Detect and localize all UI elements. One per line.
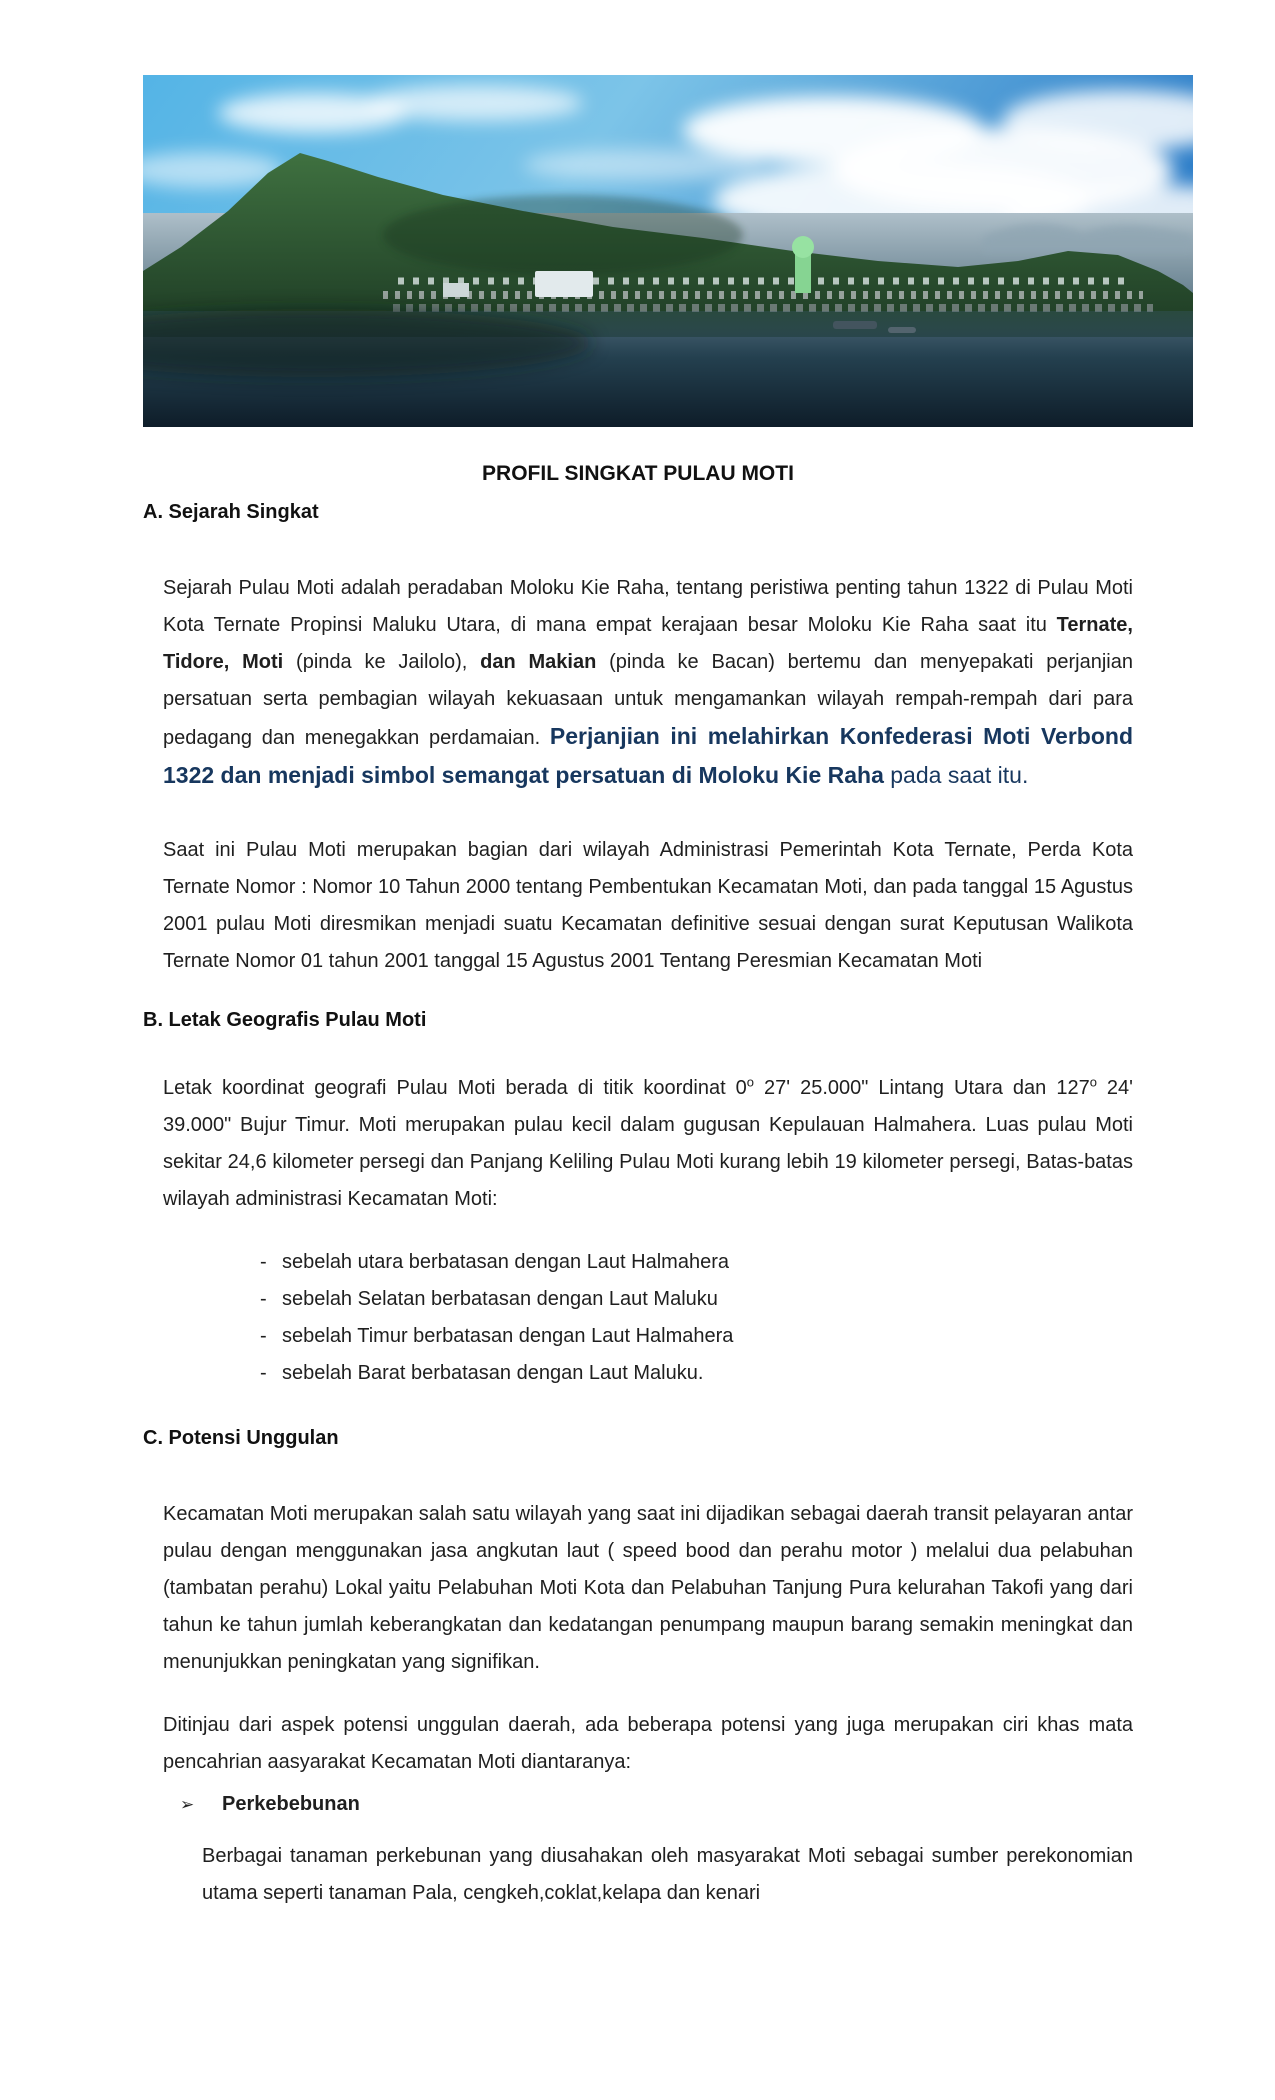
potensi-item-paragraph: Berbagai tanaman perkebunan yang diusahakan oleh masyarakat Moti sebagai sumber perekonomian utama seperti tanaman Pala, cengkeh,coklat,kelapa dan kenari [202, 1845, 1133, 1904]
potensi-list-item [180, 1787, 1133, 1822]
list-item [260, 1355, 1133, 1392]
section-a-heading: A. Sejarah Singkat [143, 501, 319, 523]
list-item-text: sebelah Timur berbatasan dengan Laut Halmahera [282, 1325, 734, 1347]
section-c-heading: C. Potensi Unggulan [143, 1427, 339, 1449]
dash-bullet-icon: - [260, 1362, 267, 1384]
list-item-text: sebelah Selatan berbatasan dengan Laut Maluku [282, 1288, 718, 1310]
dash-bullet-icon: - [260, 1325, 267, 1347]
section-b-paragraph-1: Letak koordinat geografi Pulau Moti berada di titik koordinat 0$^o$ 27' 25.000" Lintang Utara dan 127$^o$ 24' 39.000" Bujur Timur. Moti merupakan pulau kecil dalam gugusan Kepulauan Halmahera. Luas pulau Moti sekitar 24,6 kilometer persegi dan Panjang Keliling Pulau Moti kurang lebih 19 kilometer persegi, Batas-batas wilayah administrasi Kecamatan Moti: [163, 1074, 1133, 1210]
section-c-paragraph-2: Ditinjau dari aspek potensi unggulan daerah, ada beberapa potensi yang juga merupakan ciri khas mata pencahrian aasyarakat Kecamatan Moti diantaranya: [163, 1714, 1133, 1773]
list-item-text: sebelah Barat berbatasan dengan Laut Maluku. [282, 1362, 704, 1384]
list-item [260, 1281, 1133, 1318]
section-b-heading: B. Letak Geografis Pulau Moti [143, 1009, 427, 1031]
dash-bullet-icon: - [260, 1251, 267, 1273]
list-item [260, 1318, 1133, 1355]
section-a-paragraph-1: Sejarah Pulau Moti adalah peradaban Moloku Kie Raha, tentang peristiwa penting tahun 1322 di Pulau Moti Kota Ternate Propinsi Maluku Utara, di mana empat kerajaan besar Moloku Kie Raha saat itu Ternate, Tidore, Moti (pinda ke Jailolo), dan Makian (pinda ke Bacan) bertemu dan menyepakati perjanjian persatuan serta pembagian wilayah kekuasaan untuk mengamankan wilayah rempah-rempah dari para pedagang dan menegakkan perdamaian. Perjanjian ini melahirkan Konfederasi Moti Verbond 1322 dan menjadi simbol semangat persatuan di Moloku Kie Raha pada saat itu. [163, 577, 1133, 788]
boundary-list [260, 1244, 1133, 1392]
island-panorama-illustration [143, 75, 1193, 427]
list-item [260, 1244, 1133, 1281]
hero-photo-pulau-moti [143, 75, 1193, 427]
document-body [143, 460, 1133, 1912]
mountain-shadow [383, 195, 743, 275]
section-a-paragraph-2: Saat ini Pulau Moti merupakan bagian dari wilayah Administrasi Pemerintah Kota Ternate, Perda Kota Ternate Nomor : Nomor 10 Tahun 2000 tentang Pembentukan Kecamatan Moti, dan pada tanggal 15 Agustus 2001 pulau Moti diresmikan menjadi suatu Kecamatan definitive sesuai dengan surat Keputusan Walikota Ternate Nomor 01 tahun 2001 tanggal 15 Agustus 2001 Tentang Peresmian Kecamatan Moti [163, 839, 1133, 972]
potensi-item-heading: Perkebebunan [222, 1793, 360, 1815]
section-c-paragraph-1: Kecamatan Moti merupakan salah satu wilayah yang saat ini dijadikan sebagai daerah transit pelayaran antar pulau dengan menggunakan jasa angkutan laut ( speed bood dan perahu motor ) melalui dua pelabuhan (tambatan perahu) Lokal yaitu Pelabuhan Moti Kota dan Pelabuhan Tanjung Pura kelurahan Takofi yang dari tahun ke tahun jumlah keberangkatan dan kedatangan penumpang maupun barang semakin meningkat dan menunjukkan peningkatan yang signifikan. [163, 1503, 1133, 1673]
arrow-bullet-icon: ➢ [180, 1795, 195, 1814]
document-title: PROFIL SINGKAT PULAU MOTI [482, 462, 794, 485]
dash-bullet-icon: - [260, 1288, 267, 1310]
mosque-dome [792, 236, 814, 258]
list-item-text: sebelah utara berbatasan dengan Laut Halmahera [282, 1251, 729, 1273]
